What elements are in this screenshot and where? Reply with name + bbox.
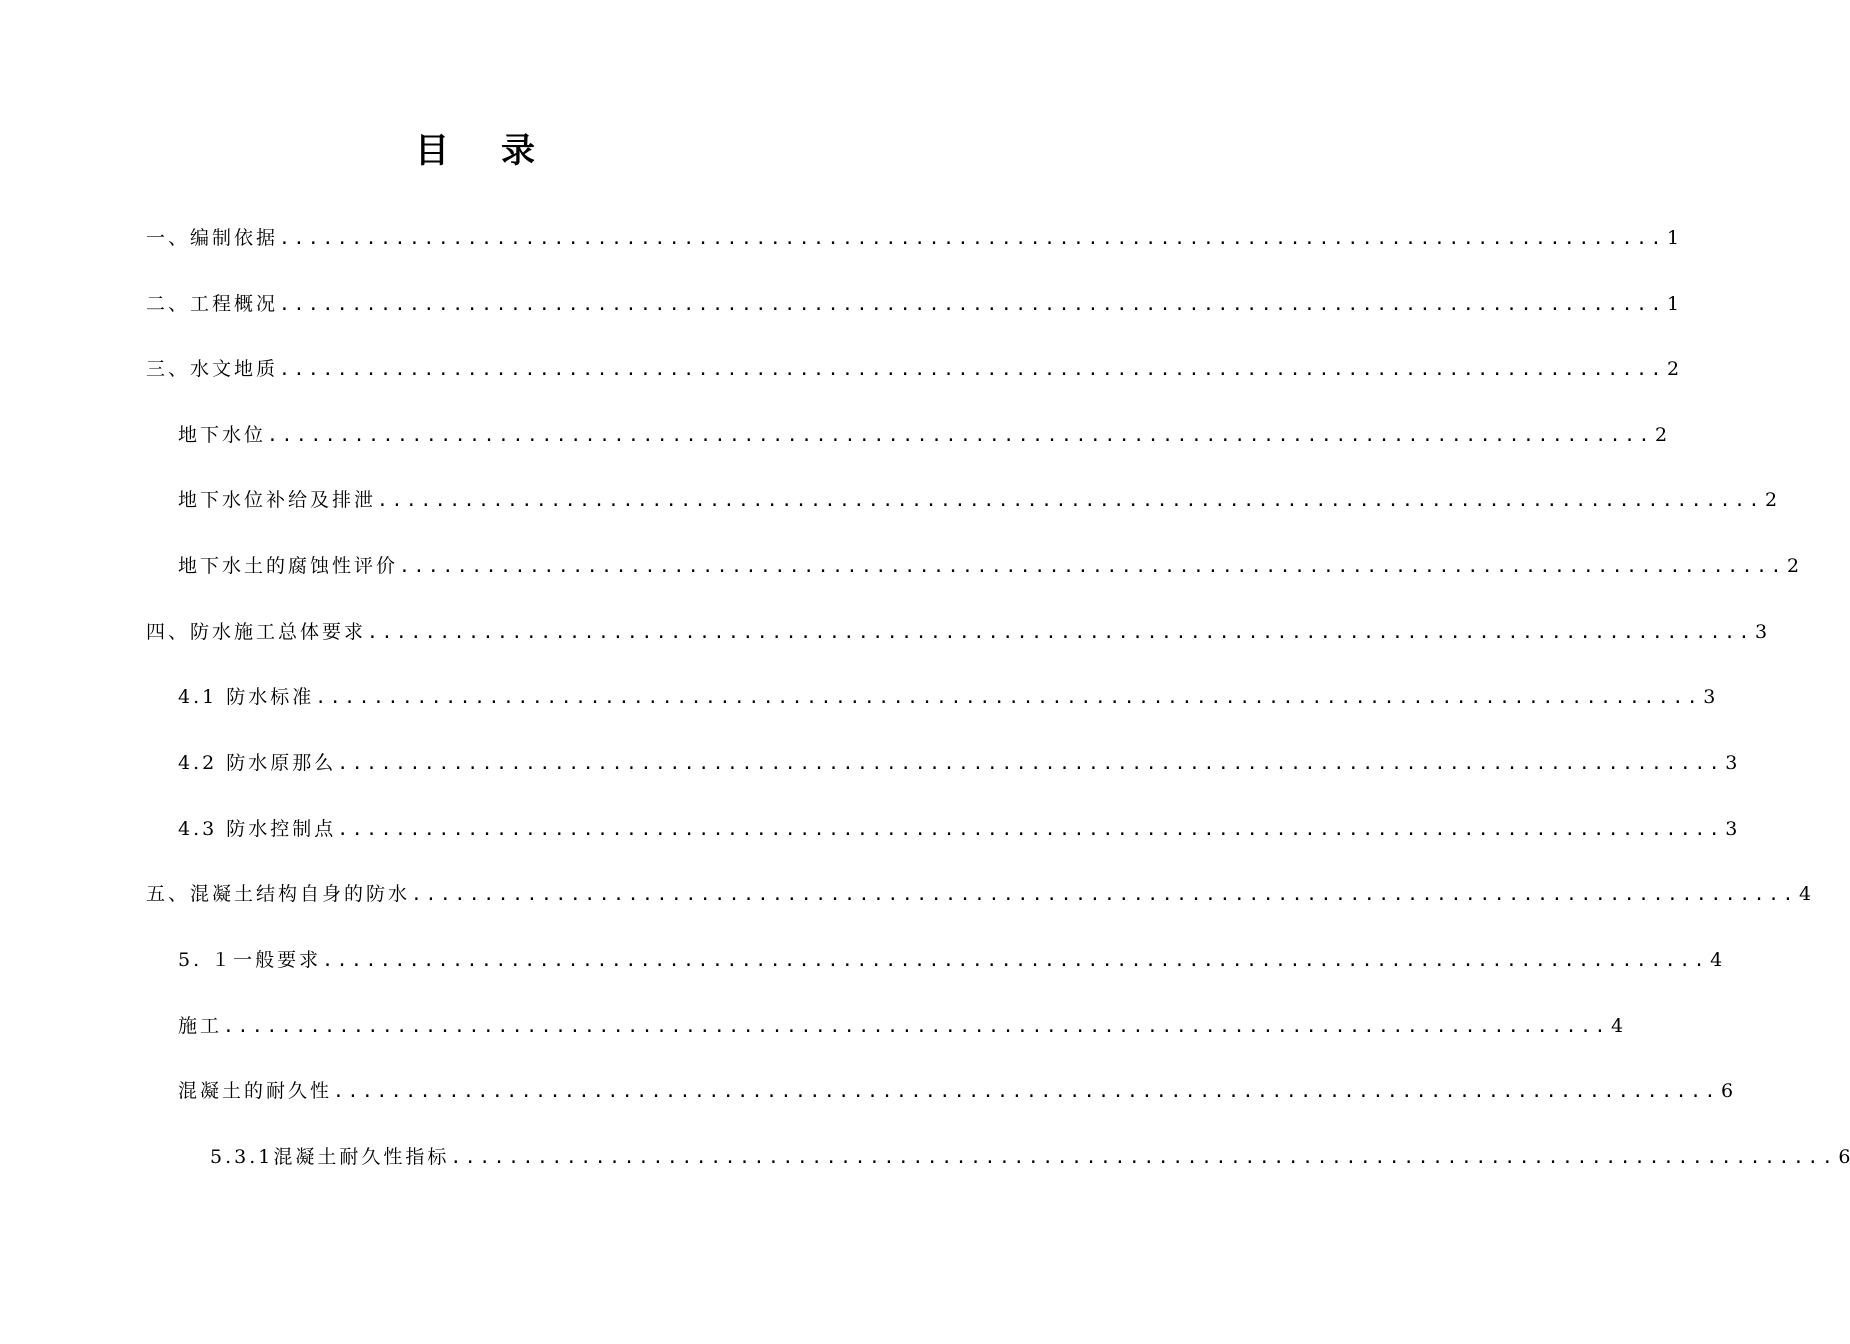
- toc-entry-label: 一、编制依据: [146, 227, 279, 249]
- toc-entry-page: 1: [1666, 227, 1680, 249]
- toc-entry-page: 6: [1838, 1146, 1850, 1168]
- toc-entry-label: 4.1 防水标准: [178, 686, 315, 708]
- toc-leader-dots: ................................................................................................: [322, 950, 1709, 971]
- toc-leader-dots: ................................................................................................: [279, 228, 1665, 249]
- toc-entry-label: 5. １一般要求: [178, 949, 322, 971]
- toc-leader-dots: ................................................................................................: [267, 425, 1653, 446]
- toc-entry[interactable]: [178, 1012, 1624, 1040]
- toc-entry-label: 二、工程概况: [146, 293, 279, 315]
- toc-entry-page: 4: [1710, 949, 1723, 971]
- toc-entry[interactable]: [178, 1077, 1734, 1105]
- toc-entry[interactable]: [146, 880, 1812, 908]
- toc-leader-dots: ................................................................................................: [411, 884, 1797, 905]
- toc-entry-label: 地下水位: [178, 424, 267, 446]
- toc-entry[interactable]: [146, 290, 1680, 318]
- toc-entry-label: 四、防水施工总体要求: [146, 621, 367, 643]
- toc-entry-page: 3: [1754, 621, 1768, 643]
- toc-entry-page: 3: [1725, 818, 1738, 840]
- toc-entry[interactable]: [178, 749, 1738, 777]
- toc-leader-dots: ................................................................................................: [367, 622, 1753, 643]
- toc-leader-dots: ................................................................................................: [337, 819, 1724, 840]
- toc-entry[interactable]: [178, 486, 1778, 514]
- toc-leader-dots: ................................................................................................: [450, 1147, 1837, 1168]
- toc-entry-page: 2: [1666, 358, 1680, 380]
- toc-entry-label: 4.3 防水控制点: [178, 818, 337, 840]
- toc-entry-label: 五、混凝土结构自身的防水: [146, 883, 411, 905]
- toc-entry-page: 2: [1786, 555, 1800, 577]
- toc-entry[interactable]: [178, 815, 1738, 843]
- toc-entry-label: 三、水文地质: [146, 358, 279, 380]
- toc-entry-label: 地下水位补给及排泄: [178, 489, 377, 511]
- toc-leader-dots: ................................................................................................: [279, 359, 1665, 380]
- toc-entry-page: 2: [1654, 424, 1668, 446]
- toc-entry[interactable]: [178, 683, 1716, 711]
- toc-entry[interactable]: [146, 355, 1680, 383]
- toc-leader-dots: ................................................................................................: [333, 1081, 1719, 1102]
- toc-entry-page: 2: [1764, 489, 1778, 511]
- toc-entry-page: 1: [1666, 293, 1680, 315]
- toc-entry-label: 5.3.1混凝土耐久性指标: [210, 1146, 450, 1168]
- toc-entry[interactable]: [146, 618, 1768, 646]
- toc-entry[interactable]: [178, 421, 1668, 449]
- toc-entry-label: 4.2 防水原那么: [178, 752, 337, 774]
- toc-leader-dots: ................................................................................................: [399, 556, 1785, 577]
- toc-leader-dots: ................................................................................................: [337, 753, 1724, 774]
- toc-entry[interactable]: [178, 552, 1800, 580]
- toc-entry[interactable]: [210, 1143, 1850, 1171]
- toc-title: 目录: [415, 131, 587, 171]
- toc-entry-label: 混凝土的耐久性: [178, 1080, 333, 1102]
- toc-entry-page: 3: [1703, 686, 1716, 708]
- toc-entry-label: 施工: [178, 1015, 223, 1037]
- toc-leader-dots: ................................................................................................: [377, 490, 1763, 511]
- toc-entry-page: 6: [1720, 1080, 1734, 1102]
- toc-entry-label: 地下水土的腐蚀性评价: [178, 555, 399, 577]
- toc-leader-dots: ................................................................................................: [223, 1016, 1609, 1037]
- toc-entry[interactable]: [178, 946, 1723, 974]
- toc-entry-page: 4: [1610, 1015, 1624, 1037]
- toc-entry[interactable]: [146, 224, 1680, 252]
- toc-leader-dots: ................................................................................................: [279, 294, 1665, 315]
- toc-entry-page: 4: [1798, 883, 1812, 905]
- toc-leader-dots: ................................................................................................: [315, 687, 1702, 708]
- toc-entry-page: 3: [1725, 752, 1738, 774]
